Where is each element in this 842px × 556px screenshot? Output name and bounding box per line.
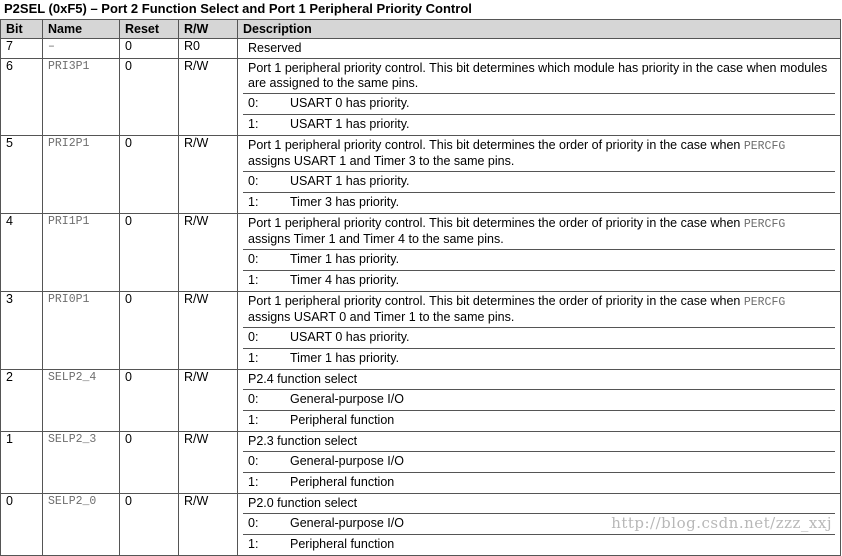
header-bit: Bit [1, 20, 43, 39]
bit-cell: 1 [1, 432, 43, 494]
table-row [1, 136, 841, 214]
bit-cell: 4 [1, 214, 43, 292]
option-key: 1: [248, 117, 259, 131]
description-segment: assigns USART 0 and Timer 1 to the same pins. [248, 310, 515, 324]
name-cell: PRI1P1 [43, 214, 120, 292]
description-cell [238, 59, 841, 136]
description-segment: P2.0 function select [248, 496, 358, 510]
option-value: USART 0 has priority. [290, 330, 410, 344]
option-key: 1: [248, 195, 259, 209]
description-cell [238, 39, 841, 59]
option-value: Timer 4 has priority. [290, 273, 400, 287]
bit-cell: 6 [1, 59, 43, 136]
header-description: Description [238, 20, 841, 39]
register-reference: PERCFG [743, 140, 786, 153]
option-line [243, 472, 835, 493]
name-cell: SELP2_4 [43, 370, 120, 432]
option-line [243, 534, 835, 555]
header-name: Name [43, 20, 120, 39]
option-value: Timer 3 has priority. [290, 195, 400, 209]
option-line [243, 114, 835, 135]
watermark: http://blog.csdn.net/zzz_xxj [611, 514, 832, 532]
table-row [1, 39, 841, 59]
option-value: USART 0 has priority. [290, 96, 410, 110]
table-row [1, 432, 841, 494]
option-line [243, 327, 835, 348]
name-cell: SELP2_3 [43, 432, 120, 494]
name-cell: PRI3P1 [43, 59, 120, 136]
description-cell [238, 432, 841, 494]
reset-cell: 0 [120, 39, 179, 59]
description-segment: Port 1 peripheral priority control. This bit determines the order of priority in the case when [248, 138, 744, 152]
register-table [0, 19, 841, 556]
reset-cell: 0 [120, 432, 179, 494]
reset-cell: 0 [120, 214, 179, 292]
header-reset: Reset [120, 20, 179, 39]
rw-cell: R/W [179, 494, 238, 556]
option-line [243, 389, 835, 410]
description-segment: assigns USART 1 and Timer 3 to the same pins. [248, 154, 515, 168]
option-key: 1: [248, 351, 259, 365]
option-line [243, 249, 835, 270]
rw-cell: R/W [179, 370, 238, 432]
option-value: General-purpose I/O [290, 392, 404, 406]
reset-cell: 0 [120, 292, 179, 370]
table-row [1, 59, 841, 136]
option-key: 1: [248, 537, 259, 551]
description-segment: Port 1 peripheral priority control. This bit determines the order of priority in the case when [248, 216, 744, 230]
description-cell [238, 370, 841, 432]
description-text [243, 432, 835, 451]
reset-cell: 0 [120, 59, 179, 136]
description-text [243, 214, 835, 249]
description-text [243, 39, 835, 58]
description-text [243, 494, 835, 513]
register-reference: PERCFG [743, 296, 786, 309]
option-value: General-purpose I/O [290, 454, 404, 468]
bit-cell: 7 [1, 39, 43, 59]
option-line [243, 410, 835, 431]
option-value: USART 1 has priority. [290, 174, 410, 188]
description-text [243, 292, 835, 327]
description-text [243, 370, 835, 389]
header-rw: R/W [179, 20, 238, 39]
table-header-row [1, 20, 841, 39]
bit-cell: 3 [1, 292, 43, 370]
description-text [243, 59, 835, 93]
option-key: 1: [248, 413, 259, 427]
table-row [1, 292, 841, 370]
description-segment: assigns Timer 1 and Timer 4 to the same pins. [248, 232, 504, 246]
rw-cell: R/W [179, 59, 238, 136]
option-value: Timer 1 has priority. [290, 252, 400, 266]
description-cell [238, 292, 841, 370]
bit-cell: 5 [1, 136, 43, 214]
table-body [1, 39, 841, 556]
option-line [243, 171, 835, 192]
name-cell: PRI0P1 [43, 292, 120, 370]
option-line [243, 270, 835, 291]
option-value: General-purpose I/O [290, 516, 404, 530]
description-segment: P2.4 function select [248, 372, 358, 386]
option-key: 0: [248, 252, 259, 266]
description-cell [238, 136, 841, 214]
name-cell: PRI2P1 [43, 136, 120, 214]
option-line [243, 93, 835, 114]
option-key: 0: [248, 174, 259, 188]
option-key: 1: [248, 475, 259, 489]
option-value: Peripheral function [290, 413, 395, 427]
description-segment: Reserved [248, 41, 302, 55]
name-cell: SELP2_0 [43, 494, 120, 556]
option-value: USART 1 has priority. [290, 117, 410, 131]
option-value: Peripheral function [290, 537, 395, 551]
description-segment: P2.3 function select [248, 434, 358, 448]
rw-cell: R/W [179, 214, 238, 292]
name-cell: – [43, 39, 120, 59]
description-segment: Port 1 peripheral priority control. This bit determines which module has priority in the case when modules are assigned to the same pins. [248, 61, 828, 90]
table-row [1, 370, 841, 432]
rw-cell: R/W [179, 432, 238, 494]
description-segment: Port 1 peripheral priority control. This bit determines the order of priority in the case when [248, 294, 744, 308]
option-key: 0: [248, 330, 259, 344]
description-text [243, 136, 835, 171]
rw-cell: R/W [179, 136, 238, 214]
bit-cell: 0 [1, 494, 43, 556]
option-key: 0: [248, 392, 259, 406]
option-line [243, 451, 835, 472]
option-key: 0: [248, 96, 259, 110]
bit-cell: 2 [1, 370, 43, 432]
option-line [243, 192, 835, 213]
register-reference: PERCFG [743, 218, 786, 231]
option-key: 1: [248, 273, 259, 287]
description-cell [238, 214, 841, 292]
rw-cell: R0 [179, 39, 238, 59]
option-value: Timer 1 has priority. [290, 351, 400, 365]
register-title: P2SEL (0xF5) – Port 2 Function Select and Port 1 Peripheral Priority Control [4, 1, 472, 16]
reset-cell: 0 [120, 136, 179, 214]
option-key: 0: [248, 516, 259, 530]
option-value: Peripheral function [290, 475, 395, 489]
reset-cell: 0 [120, 370, 179, 432]
option-line [243, 348, 835, 369]
rw-cell: R/W [179, 292, 238, 370]
option-key: 0: [248, 454, 259, 468]
table-row [1, 214, 841, 292]
reset-cell: 0 [120, 494, 179, 556]
